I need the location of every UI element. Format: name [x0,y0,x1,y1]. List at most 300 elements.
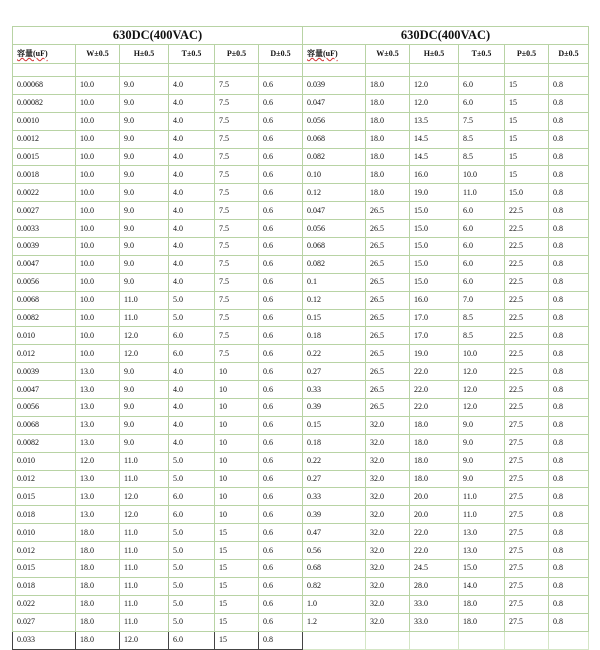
left-cell-col2: 11.0 [120,291,169,309]
left-cell-col5: 0.6 [259,542,303,560]
left-cell-col4: 7.5 [215,345,259,363]
left-cell-col4: 7.5 [215,309,259,327]
right-cell-col1: 26.5 [366,238,410,256]
right-cell-col3: 11.0 [459,184,505,202]
left-cell-col1: 18.0 [76,631,120,649]
right-cell-col4: 15 [505,77,549,95]
right-cell-col4: 22.5 [505,273,549,291]
column-header-row [13,45,589,64]
left-cell-col4: 15 [215,560,259,578]
left-cell-col1: 13.0 [76,434,120,452]
table-row [13,577,589,595]
right-cell-col3: 7.0 [459,291,505,309]
table-row [13,309,589,327]
right-cell-col4: 22.5 [505,255,549,273]
right-cell-col4: 27.5 [505,542,549,560]
spacer-cell [410,64,459,77]
left-cell-col2: 9.0 [120,130,169,148]
table-row [13,345,589,363]
right-cell-col4: 15 [505,148,549,166]
right-cell-col2: 22.0 [410,381,459,399]
left-cell-col4: 15 [215,595,259,613]
left-cell-col0: 0.0033 [13,220,76,238]
left-cell-col3: 6.0 [169,488,215,506]
right-cell-col1: 18.0 [366,94,410,112]
left-cell-col3: 4.0 [169,220,215,238]
right-header-w: W±0.5 [366,45,410,64]
left-cell-col0: 0.010 [13,327,76,345]
right-cell-col1: 18.0 [366,130,410,148]
left-cell-col5: 0.6 [259,577,303,595]
right-cell-col4: 27.5 [505,560,549,578]
left-cell-col5: 0.6 [259,524,303,542]
right-cell-col5: 0.8 [549,470,589,488]
right-cell-col5: 0.8 [549,130,589,148]
right-cell-col0: 0.27 [303,470,366,488]
left-cell-col0: 0.0039 [13,363,76,381]
left-cell-col2: 11.0 [120,452,169,470]
right-cell-col0: 1.2 [303,613,366,631]
empty-cell [410,631,459,649]
right-cell-col3: 12.0 [459,363,505,381]
left-cell-col4: 7.5 [215,202,259,220]
left-cell-col4: 7.5 [215,273,259,291]
right-cell-col3: 6.0 [459,77,505,95]
right-cell-col5: 0.8 [549,94,589,112]
right-cell-col5: 0.8 [549,166,589,184]
table-row [13,184,589,202]
right-cell-col0: 0.39 [303,506,366,524]
left-cell-col0: 0.0047 [13,381,76,399]
right-cell-col0: 1.0 [303,595,366,613]
right-cell-col2: 16.0 [410,291,459,309]
right-cell-col0: 0.056 [303,220,366,238]
right-cell-col5: 0.8 [549,148,589,166]
left-cell-col0: 0.0018 [13,166,76,184]
left-cell-col3: 5.0 [169,560,215,578]
left-cell-col2: 12.0 [120,631,169,649]
left-cell-col2: 9.0 [120,381,169,399]
right-cell-col2: 18.0 [410,452,459,470]
left-cell-col0: 0.00082 [13,94,76,112]
spacer-cell [120,64,169,77]
left-cell-col3: 4.0 [169,184,215,202]
right-cell-col0: 0.82 [303,577,366,595]
right-cell-col3: 11.0 [459,506,505,524]
left-cell-col5: 0.6 [259,291,303,309]
left-cell-col1: 10.0 [76,77,120,95]
spacer-cell [366,64,410,77]
right-cell-col1: 26.5 [366,291,410,309]
spacer-cell [303,64,366,77]
right-cell-col3: 12.0 [459,399,505,417]
left-cell-col4: 7.5 [215,291,259,309]
right-cell-col0: 0.33 [303,381,366,399]
left-cell-col3: 5.0 [169,452,215,470]
right-cell-col1: 26.5 [366,309,410,327]
table-body [13,77,589,650]
left-cell-col3: 4.0 [169,77,215,95]
left-cell-col4: 7.5 [215,77,259,95]
right-cell-col4: 27.5 [505,595,549,613]
left-cell-col1: 13.0 [76,363,120,381]
right-cell-col2: 18.0 [410,470,459,488]
right-cell-col5: 0.8 [549,184,589,202]
table-row [13,77,589,95]
left-cell-col5: 0.6 [259,327,303,345]
left-cell-col4: 7.5 [215,112,259,130]
left-header-t: T±0.5 [169,45,215,64]
right-cell-col4: 27.5 [505,470,549,488]
left-cell-col1: 13.0 [76,416,120,434]
left-cell-col4: 7.5 [215,255,259,273]
left-cell-col1: 18.0 [76,560,120,578]
left-cell-col0: 0.0012 [13,130,76,148]
right-cell-col3: 14.0 [459,577,505,595]
right-cell-col0: 0.039 [303,77,366,95]
left-cell-col2: 11.0 [120,470,169,488]
table-row [13,631,589,649]
left-cell-col3: 5.0 [169,309,215,327]
right-cell-col4: 22.5 [505,309,549,327]
spacer-cell [76,64,120,77]
left-cell-col5: 0.6 [259,399,303,417]
left-cell-col3: 6.0 [169,345,215,363]
left-cell-col5: 0.6 [259,488,303,506]
right-cell-col1: 26.5 [366,327,410,345]
left-cell-col5: 0.6 [259,148,303,166]
table-row [13,112,589,130]
left-cell-col0: 0.0039 [13,238,76,256]
left-cell-col0: 0.018 [13,506,76,524]
left-cell-col4: 10 [215,434,259,452]
left-cell-col0: 0.0056 [13,399,76,417]
right-cell-col1: 32.0 [366,595,410,613]
left-cell-col5: 0.6 [259,184,303,202]
right-cell-col3: 9.0 [459,452,505,470]
right-cell-col5: 0.8 [549,345,589,363]
left-cell-col2: 11.0 [120,595,169,613]
capacitor-dimension-table [12,26,589,650]
left-cell-col3: 4.0 [169,238,215,256]
right-cell-col4: 15 [505,112,549,130]
spacer-cell [505,64,549,77]
spacer-cell [169,64,215,77]
left-cell-col3: 5.0 [169,542,215,560]
right-cell-col0: 0.056 [303,112,366,130]
spacer-row [13,64,589,77]
right-cell-col3: 8.5 [459,309,505,327]
right-cell-col4: 27.5 [505,416,549,434]
left-cell-col3: 4.0 [169,255,215,273]
left-cell-col0: 0.010 [13,452,76,470]
left-cell-col3: 4.0 [169,94,215,112]
right-cell-col0: 0.56 [303,542,366,560]
right-cell-col3: 13.0 [459,524,505,542]
left-cell-col0: 0.0022 [13,184,76,202]
left-cell-col3: 5.0 [169,613,215,631]
left-cell-col5: 0.6 [259,166,303,184]
right-cell-col5: 0.8 [549,291,589,309]
right-cell-col5: 0.8 [549,399,589,417]
left-cell-col0: 0.012 [13,345,76,363]
right-cell-col5: 0.8 [549,488,589,506]
right-cell-col1: 26.5 [366,345,410,363]
spacer-cell [549,64,589,77]
left-cell-col3: 5.0 [169,291,215,309]
right-cell-col4: 22.5 [505,381,549,399]
left-cell-col1: 10.0 [76,291,120,309]
right-cell-col0: 0.68 [303,560,366,578]
right-cell-col2: 15.0 [410,220,459,238]
left-cell-col2: 9.0 [120,238,169,256]
right-cell-col1: 32.0 [366,470,410,488]
left-cell-col2: 11.0 [120,577,169,595]
left-cell-col1: 13.0 [76,399,120,417]
left-cell-col1: 10.0 [76,309,120,327]
left-cell-col5: 0.6 [259,560,303,578]
right-cell-col3: 8.5 [459,148,505,166]
right-cell-col5: 0.8 [549,77,589,95]
right-cell-col5: 0.8 [549,327,589,345]
right-cell-col2: 18.0 [410,434,459,452]
right-cell-col4: 22.5 [505,327,549,345]
right-cell-col0: 0.18 [303,327,366,345]
right-cell-col4: 22.5 [505,399,549,417]
left-cell-col0: 0.027 [13,613,76,631]
right-cell-col4: 22.5 [505,345,549,363]
right-cell-col4: 22.5 [505,363,549,381]
left-cell-col0: 0.015 [13,560,76,578]
left-cell-col0: 0.0015 [13,148,76,166]
left-cell-col5: 0.6 [259,238,303,256]
table-row [13,416,589,434]
left-cell-col1: 10.0 [76,202,120,220]
left-cell-col1: 10.0 [76,255,120,273]
right-cell-col0: 0.22 [303,345,366,363]
right-cell-col1: 32.0 [366,488,410,506]
left-cell-col3: 4.0 [169,399,215,417]
left-cell-col4: 7.5 [215,184,259,202]
right-cell-col2: 24.5 [410,560,459,578]
left-cell-col5: 0.6 [259,273,303,291]
left-cell-col0: 0.0047 [13,255,76,273]
right-cell-col1: 26.5 [366,273,410,291]
right-cell-col2: 16.0 [410,166,459,184]
right-cell-col1: 26.5 [366,255,410,273]
right-cell-col0: 0.10 [303,166,366,184]
left-cell-col1: 18.0 [76,595,120,613]
spacer-cell [259,64,303,77]
right-cell-col5: 0.8 [549,273,589,291]
right-cell-col3: 8.5 [459,130,505,148]
left-cell-col0: 0.0082 [13,434,76,452]
left-cell-col3: 5.0 [169,470,215,488]
empty-cell [459,631,505,649]
right-cell-col5: 0.8 [549,560,589,578]
table-row [13,291,589,309]
right-cell-col4: 15 [505,94,549,112]
right-cell-col5: 0.8 [549,363,589,381]
right-cell-col2: 20.0 [410,488,459,506]
right-cell-col4: 22.5 [505,238,549,256]
right-cell-col4: 27.5 [505,452,549,470]
left-cell-col4: 15 [215,542,259,560]
right-cell-col1: 32.0 [366,416,410,434]
table-row [13,220,589,238]
left-cell-col1: 13.0 [76,470,120,488]
left-cell-col5: 0.6 [259,202,303,220]
left-cell-col0: 0.012 [13,542,76,560]
left-cell-col1: 13.0 [76,488,120,506]
right-cell-col3: 18.0 [459,613,505,631]
right-cell-col1: 32.0 [366,452,410,470]
right-cell-col3: 8.5 [459,327,505,345]
left-cell-col4: 10 [215,470,259,488]
left-header-h: H±0.5 [120,45,169,64]
left-cell-col5: 0.6 [259,613,303,631]
right-cell-col5: 0.8 [549,452,589,470]
left-cell-col2: 12.0 [120,488,169,506]
table-row [13,381,589,399]
table-row [13,273,589,291]
left-cell-col3: 4.0 [169,381,215,399]
left-cell-col5: 0.6 [259,416,303,434]
table-row [13,94,589,112]
right-header-capacity [303,45,366,64]
right-cell-col3: 6.0 [459,238,505,256]
left-cell-col0: 0.0082 [13,309,76,327]
right-header-t: T±0.5 [459,45,505,64]
table-row [13,363,589,381]
right-cell-col1: 18.0 [366,77,410,95]
left-cell-col4: 7.5 [215,166,259,184]
right-cell-col4: 27.5 [505,434,549,452]
left-cell-col3: 4.0 [169,434,215,452]
right-cell-col3: 10.0 [459,166,505,184]
left-cell-col1: 10.0 [76,273,120,291]
left-cell-col3: 6.0 [169,631,215,649]
right-cell-col3: 6.0 [459,220,505,238]
left-cell-col2: 9.0 [120,416,169,434]
left-cell-col2: 9.0 [120,77,169,95]
left-cell-col0: 0.012 [13,470,76,488]
left-cell-col5: 0.6 [259,77,303,95]
left-header-capacity-text: 容量(uF) [17,49,48,58]
left-cell-col4: 10 [215,381,259,399]
left-cell-col2: 9.0 [120,184,169,202]
left-cell-col0: 0.033 [13,631,76,649]
right-cell-col3: 9.0 [459,434,505,452]
left-cell-col2: 11.0 [120,542,169,560]
left-cell-col5: 0.6 [259,112,303,130]
left-cell-col3: 4.0 [169,202,215,220]
left-cell-col4: 15 [215,631,259,649]
right-cell-col2: 15.0 [410,273,459,291]
right-cell-col3: 13.0 [459,542,505,560]
title-row [13,27,589,45]
right-cell-col4: 27.5 [505,613,549,631]
right-cell-col0: 0.047 [303,94,366,112]
right-cell-col5: 0.8 [549,309,589,327]
left-cell-col2: 9.0 [120,148,169,166]
right-cell-col5: 0.8 [549,524,589,542]
right-cell-col1: 32.0 [366,542,410,560]
left-cell-col0: 0.0010 [13,112,76,130]
right-cell-col3: 6.0 [459,255,505,273]
left-cell-col2: 9.0 [120,220,169,238]
left-cell-col4: 7.5 [215,238,259,256]
left-header-capacity [13,45,76,64]
right-cell-col0: 0.33 [303,488,366,506]
right-cell-col4: 27.5 [505,524,549,542]
table-row [13,470,589,488]
left-cell-col1: 10.0 [76,238,120,256]
right-cell-col1: 32.0 [366,434,410,452]
right-cell-col2: 13.5 [410,112,459,130]
table-row [13,166,589,184]
left-cell-col1: 10.0 [76,148,120,166]
right-cell-col0: 0.047 [303,202,366,220]
left-cell-col5: 0.8 [259,631,303,649]
right-cell-col5: 0.8 [549,220,589,238]
right-cell-col2: 14.5 [410,148,459,166]
left-cell-col0: 0.015 [13,488,76,506]
right-cell-col2: 33.0 [410,613,459,631]
left-cell-col4: 7.5 [215,94,259,112]
table-row [13,327,589,345]
left-cell-col2: 11.0 [120,613,169,631]
right-table-title: 630DC(400VAC) [303,27,589,45]
right-header-h: H±0.5 [410,45,459,64]
left-cell-col3: 6.0 [169,506,215,524]
right-cell-col2: 15.0 [410,238,459,256]
left-cell-col5: 0.6 [259,434,303,452]
left-cell-col4: 10 [215,416,259,434]
right-cell-col1: 26.5 [366,399,410,417]
left-cell-col5: 0.6 [259,309,303,327]
left-cell-col5: 0.6 [259,130,303,148]
right-cell-col4: 27.5 [505,506,549,524]
right-cell-col1: 26.5 [366,381,410,399]
right-cell-col0: 0.1 [303,273,366,291]
right-cell-col0: 0.47 [303,524,366,542]
left-cell-col2: 11.0 [120,560,169,578]
left-cell-col2: 9.0 [120,363,169,381]
left-cell-col0: 0.0068 [13,416,76,434]
right-cell-col1: 26.5 [366,363,410,381]
left-cell-col3: 5.0 [169,524,215,542]
left-cell-col2: 12.0 [120,345,169,363]
right-cell-col0: 0.15 [303,416,366,434]
right-cell-col3: 6.0 [459,94,505,112]
right-cell-col0: 0.068 [303,238,366,256]
right-cell-col1: 18.0 [366,148,410,166]
left-cell-col1: 13.0 [76,506,120,524]
right-cell-col0: 0.22 [303,452,366,470]
left-cell-col2: 9.0 [120,94,169,112]
right-cell-col5: 0.8 [549,381,589,399]
left-cell-col3: 6.0 [169,327,215,345]
left-cell-col5: 0.6 [259,345,303,363]
table-row [13,255,589,273]
right-cell-col2: 22.0 [410,542,459,560]
right-cell-col2: 19.0 [410,184,459,202]
left-cell-col2: 9.0 [120,434,169,452]
left-cell-col1: 10.0 [76,220,120,238]
left-cell-col0: 0.0027 [13,202,76,220]
right-cell-col4: 15.0 [505,184,549,202]
